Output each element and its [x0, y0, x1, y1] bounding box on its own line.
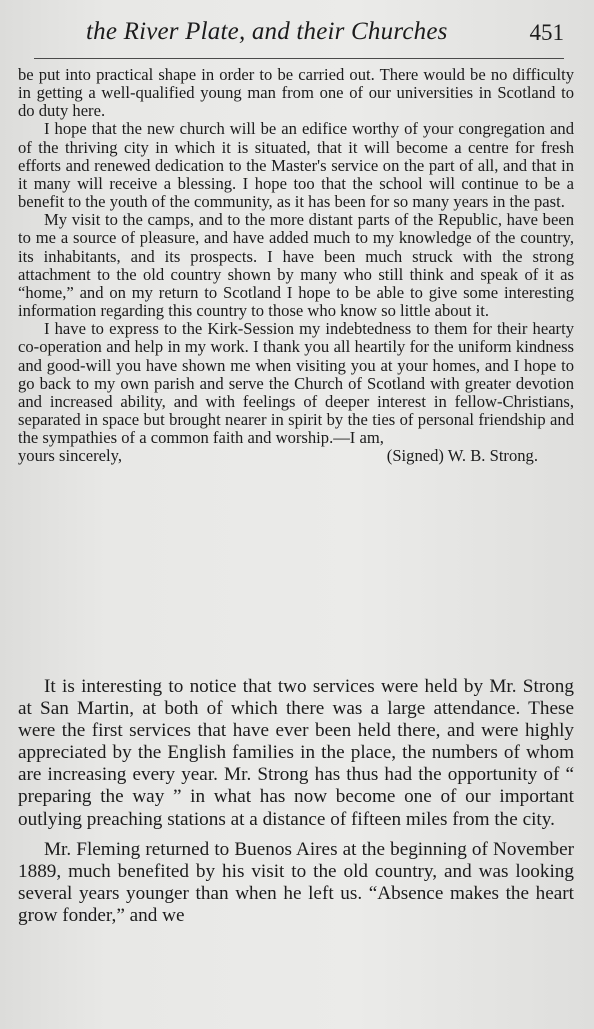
- narrative-paragraph-1: It is interesting to notice that two services were held by Mr. Strong at San Martin, at both of which there was a large attendance. These were the first services that have ever been held there, and were highly appreciated by the English families in the place, the numbers of whom are increasing every year. Mr. Strong has thus had the opportunity of “ preparing the way ” in what has now become one of our important outlying preaching stations at a distance of fifteen miles from the city.: [18, 676, 574, 830]
- letter-paragraph-4: I have to express to the Kirk-Session my indebtedness to them for their hearty co-operation and help in my work. I thank you all heartily for the uniform kindness and good-will you have shown me when visiting you at your homes, and I hope to go back to my own parish and serve the Church of Scotland with greater devotion and increased ability, and with feelings of deeper interest in fellow-Christians, separated in space but brought nearer in spirit by the ties of personal friendship and the sympathies of a common faith and worship.—I am,: [18, 319, 574, 448]
- letter-paragraph-3: My visit to the camps, and to the more distant parts of the Republic, have been to me a source of pleasure, and have added much to my knowledge of the country, its inhabitants, and its prospects. I have been much struck with the strong attachment to the old country shown by many who still think and speak of it as “home,” and on my return to Scotland I hope to be able to give some interesting information regarding this country to those who know so little about it.: [18, 210, 574, 321]
- narrative-paragraph-2: Mr. Fleming returned to Buenos Aires at the beginning of November 1889, much benefited by his visit to the old country, and was looking several years younger than when he left us. “Absence makes the heart grow fonder,” and we: [18, 838, 574, 926]
- letter-closing: yours sincerely,: [18, 446, 122, 466]
- signature-line: [18, 447, 574, 465]
- letter-signature: (Signed) W. B. Strong.: [386, 446, 538, 466]
- narrative-text: [18, 676, 574, 927]
- letter-text: [18, 66, 574, 465]
- letter-paragraph-1: be put into practical shape in order to be carried out. There would be no difficulty in getting a well-qualified young man from one of our universities in Scotland to do duty here.: [18, 65, 574, 121]
- page-header: [86, 16, 564, 56]
- running-title: the River Plate, and their Churches: [86, 18, 448, 45]
- page-number: 451: [529, 20, 564, 45]
- header-rule: [34, 58, 564, 59]
- letter-paragraph-2: I hope that the new church will be an edifice worthy of your congregation and of the thriving city in which it is situated, that it will become a centre for fresh efforts and renewed dedication to the Master's service on the part of all, and that in it many will receive a blessing. I hope too that the school will continue to be a benefit to the youth of the community, as it has been for so many years in the past.: [18, 119, 574, 212]
